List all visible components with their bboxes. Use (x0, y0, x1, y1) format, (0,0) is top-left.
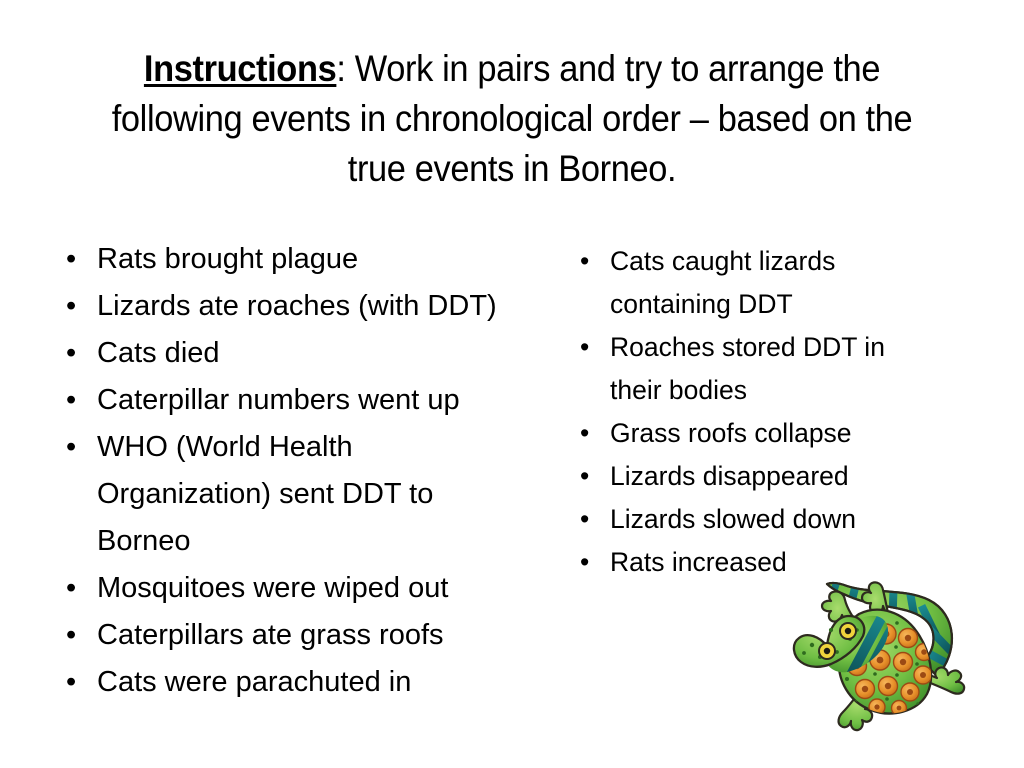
bullet-icon: • (66, 572, 77, 604)
title-emphasis: Instructions (143, 48, 337, 89)
list-item-label: Lizards ate roaches (with DDT) (97, 290, 497, 322)
bullet-icon: • (580, 246, 590, 276)
list-item[interactable] (58, 330, 528, 377)
list-item-label: Cats died (97, 337, 220, 369)
list-item-label: Lizards slowed down (610, 504, 856, 534)
list-item-label: Rats brought plague (97, 243, 359, 275)
list-item[interactable] (58, 283, 528, 330)
bullet-icon: • (580, 418, 590, 448)
bullet-icon: • (580, 332, 590, 362)
right-bullet-list (572, 240, 937, 584)
list-item[interactable] (58, 424, 528, 565)
list-item-label: Lizards disappeared (610, 461, 849, 491)
list-item[interactable] (58, 377, 528, 424)
bullet-icon: • (66, 431, 77, 463)
list-item-label: Cats caught lizards containing DDT (610, 246, 836, 319)
list-item-label: WHO (World Health Organization) sent DDT to Borneo (97, 431, 434, 557)
list-item[interactable] (58, 659, 528, 706)
title-rest: Work in pairs and try to arrange the following events in chronological order – based on the true events in Borneo. (111, 48, 913, 189)
bullet-icon: • (66, 290, 77, 322)
list-item[interactable] (572, 412, 937, 455)
bullet-icon: • (66, 619, 77, 651)
list-item-label: Caterpillar numbers went up (97, 384, 460, 416)
gecko-eye-lower (819, 643, 835, 659)
list-item-label: Rats increased (610, 547, 787, 577)
title-separator: : (336, 48, 355, 89)
page-title (79, 44, 946, 194)
bullet-icon: • (66, 243, 77, 275)
gecko-lizard-icon (787, 556, 977, 746)
list-item[interactable] (572, 326, 937, 412)
list-item[interactable] (58, 236, 528, 283)
bullet-icon: • (66, 666, 77, 698)
bullet-icon: • (66, 384, 77, 416)
list-item-label: Cats were parachuted in (97, 666, 412, 698)
list-item[interactable] (58, 565, 528, 612)
gecko-eye-upper (840, 623, 856, 639)
bullet-icon: • (580, 547, 590, 577)
bullet-icon: • (66, 337, 77, 369)
list-item-label: Caterpillars ate grass roofs (97, 619, 444, 651)
bullet-icon: • (580, 504, 590, 534)
list-item-label: Grass roofs collapse (610, 418, 852, 448)
list-item[interactable] (572, 240, 937, 326)
list-item-label: Roaches stored DDT in their bodies (610, 332, 885, 405)
bullet-icon: • (580, 461, 590, 491)
list-item-label: Mosquitoes were wiped out (97, 572, 449, 604)
list-item[interactable] (572, 498, 937, 541)
list-item[interactable] (572, 455, 937, 498)
left-bullet-list (58, 236, 528, 706)
list-item[interactable] (58, 612, 528, 659)
